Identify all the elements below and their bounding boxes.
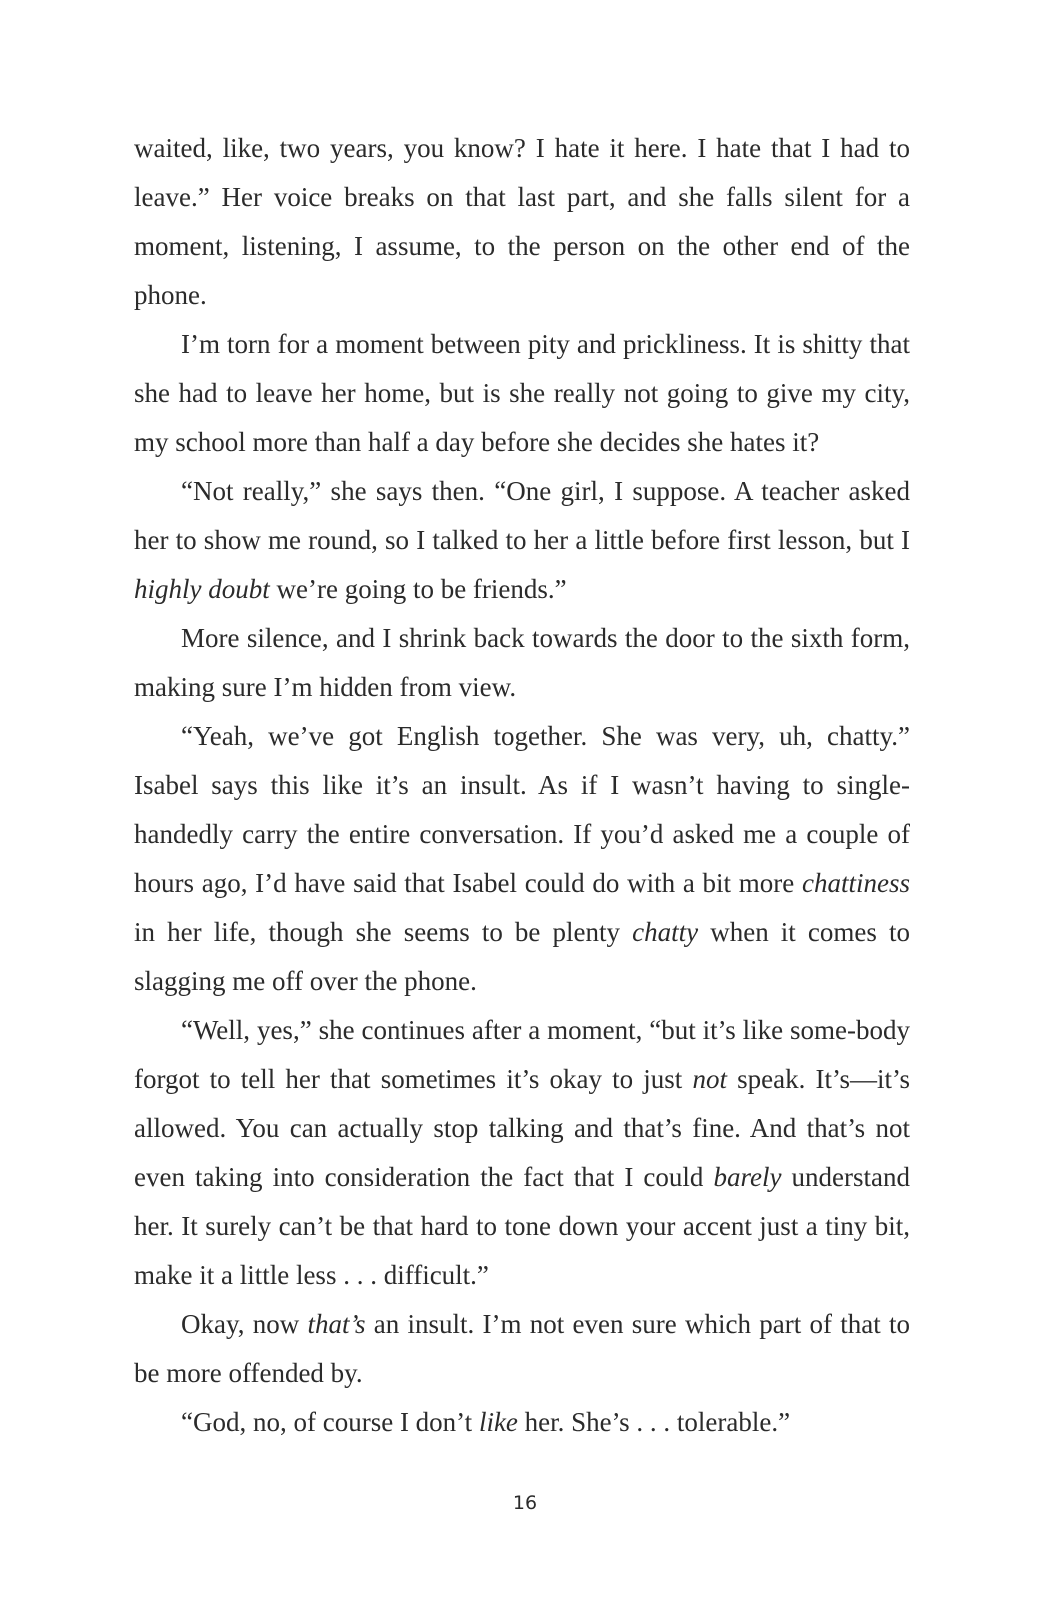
text-run: “Yeah, we’ve got English together. She was very, uh, chatty.” Isabel says this like it’s an insult. As if I wasn’t having to single-handedly carry the entire conversation. If you’d asked me a couple of hours ago, I’d have said that Isabel could do with a bit more: [134, 721, 910, 898]
paragraph: [134, 712, 910, 1006]
text-run: More silence, and I shrink back towards the door to the sixth form, making sure I’m hidden from view.: [134, 623, 910, 702]
paragraph: [134, 467, 910, 614]
text-run: we’re going to be friends.”: [269, 574, 567, 604]
text-run: “Well, yes,” she continues after a moment, “but it’s like some-body forgot to tell her that sometimes it’s okay to just: [134, 1015, 910, 1094]
italic-text: that’s: [307, 1309, 366, 1339]
paragraph: [134, 1006, 910, 1300]
text-run: an insult. I’m not even sure which part of that to be more offended by.: [134, 1309, 910, 1388]
paragraph: [134, 614, 910, 712]
italic-text: not: [692, 1064, 727, 1094]
italic-text: highly doubt: [134, 574, 270, 604]
italic-text: chattiness: [802, 868, 910, 898]
paragraph: [134, 1300, 910, 1398]
text-run: her. She’s . . . tolerable.”: [517, 1407, 791, 1437]
paragraph: [134, 124, 910, 320]
page-number: 16: [512, 1492, 538, 1514]
italic-text: barely: [713, 1162, 782, 1192]
text-run: “Not really,” she says then. “One girl, I suppose. A teacher asked her to show me round, so I talked to her a little before first lesson, but I: [134, 476, 910, 555]
italic-text: like: [478, 1407, 518, 1437]
text-run: I’m torn for a moment between pity and prickliness. It is shitty that she had to leave her home, but is she really not going to give my city, my school more than half a day before she decides she hates it?: [134, 329, 910, 457]
paragraph: [134, 320, 910, 467]
italic-text: chatty: [632, 917, 699, 947]
text-run: understand her. It surely can’t be that hard to tone down your accent just a tiny bit, make it a little less . . . difficult.”: [134, 1162, 910, 1290]
text-run: in her life, though she seems to be plenty: [134, 917, 633, 947]
text-run: Okay, now: [181, 1309, 308, 1339]
text-run: “God, no, of course I don’t: [181, 1407, 479, 1437]
paragraph: [134, 1398, 910, 1447]
text-run: waited, like, two years, you know? I hate it here. I hate that I had to leave.” Her voice breaks on that last part, and she falls silent for a moment, listening, I assume, to the person on the other end of the phone.: [134, 133, 910, 310]
text-run: when it comes to slagging me off over the phone.: [134, 917, 911, 996]
body-text: [134, 124, 910, 1447]
text-run: speak. It’s—it’s allowed. You can actually stop talking and that’s fine. And that’s not even taking into consideration the fact that I could: [134, 1064, 910, 1192]
